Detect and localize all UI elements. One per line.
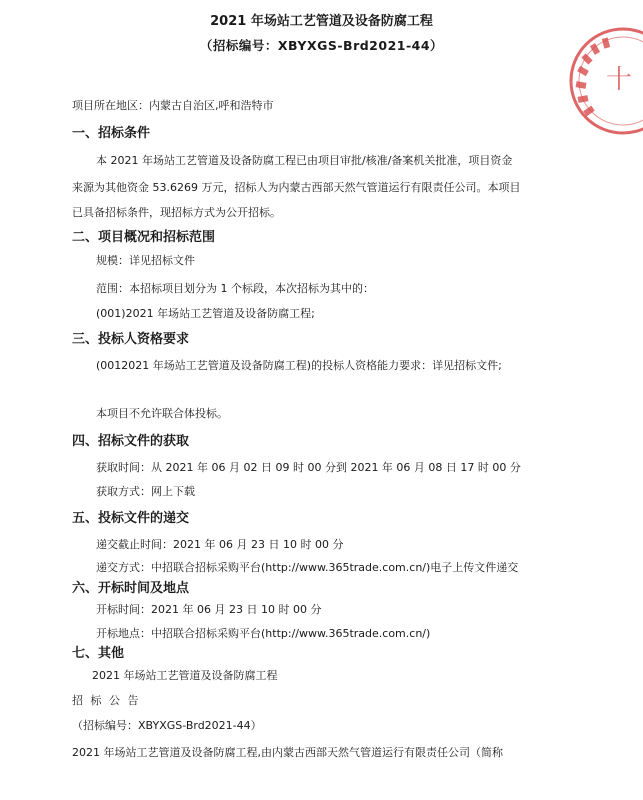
section-3-heading: 三、投标人资格要求 (72, 332, 190, 347)
notice-body-line: 2021 年场站工艺管道及设备防腐工程,由内蒙古西部天然气管道运行有限责任公司（简称 (72, 746, 503, 759)
bid-scope: 范围：本招标项目划分为 1 个标段，本次招标为其中的： (96, 282, 374, 295)
section-4-heading: 四、招标文件的获取 (72, 434, 190, 449)
notice-bid-number: （招标编号：XBYXGS-Brd2021-44） (72, 719, 262, 732)
company-seal-stamp (568, 26, 643, 136)
bid-lot: (001)2021 年场站工艺管道及设备防腐工程; (96, 307, 315, 320)
notice-title: 招 标 公 告 (72, 694, 141, 707)
section-5-heading: 五、投标文件的递交 (72, 511, 190, 526)
section-7-heading: 七、其他 (72, 646, 125, 661)
joint-bid-statement: 本项目不允许联合体投标。 (96, 407, 228, 420)
section-1-paragraph-line-3: 已具备招标条件，现招标方式为公开招标。 (72, 206, 281, 219)
bid-number: （招标编号：XBYXGS-Brd2021-44） (199, 38, 444, 53)
document-acquire-time: 获取时间：从 2021 年 06 月 02 日 09 时 00 分到 2021 年 06 月 08 日 17 时 00 分 (96, 461, 521, 474)
submission-method: 递交方式：中招联合招标采购平台(http://www.365trade.com.cn/)电子上传文件递交 (96, 561, 519, 574)
project-region: 项目所在地区：内蒙古自治区,呼和浩特市 (72, 99, 274, 112)
document-title: 2021 年场站工艺管道及设备防腐工程 (210, 14, 433, 29)
project-scale: 规模：详见招标文件 (96, 254, 195, 267)
submission-deadline: 递交截止时间：2021 年 06 月 23 日 10 时 00 分 (96, 538, 344, 551)
document-acquire-method: 获取方式：网上下载 (96, 485, 195, 498)
section-2-heading: 二、项目概况和招标范围 (72, 230, 216, 245)
section-1-paragraph-line-2: 来源为其他资金 53.6269 万元，招标人为内蒙古西部天然气管道运行有限责任公司。本项目 (72, 181, 521, 194)
bid-opening-time: 开标时间：2021 年 06 月 23 日 10 时 00 分 (96, 603, 322, 616)
project-name: 2021 年场站工艺管道及设备防腐工程 (92, 669, 278, 682)
section-1-paragraph-line-1: 本 2021 年场站工艺管道及设备防腐工程已由项目审批/核准/备案机关批准，项目资金 (96, 154, 513, 167)
section-1-heading: 一、招标条件 (72, 126, 151, 141)
bid-opening-place: 开标地点：中招联合招标采购平台(http://www.365trade.com.cn/) (96, 627, 431, 640)
section-6-heading: 六、开标时间及地点 (72, 581, 190, 596)
svg-text:十: 十 (606, 65, 633, 95)
bidder-qualification: (0012021 年场站工艺管道及设备防腐工程)的投标人资格能力要求：详见招标文件; (96, 359, 502, 372)
